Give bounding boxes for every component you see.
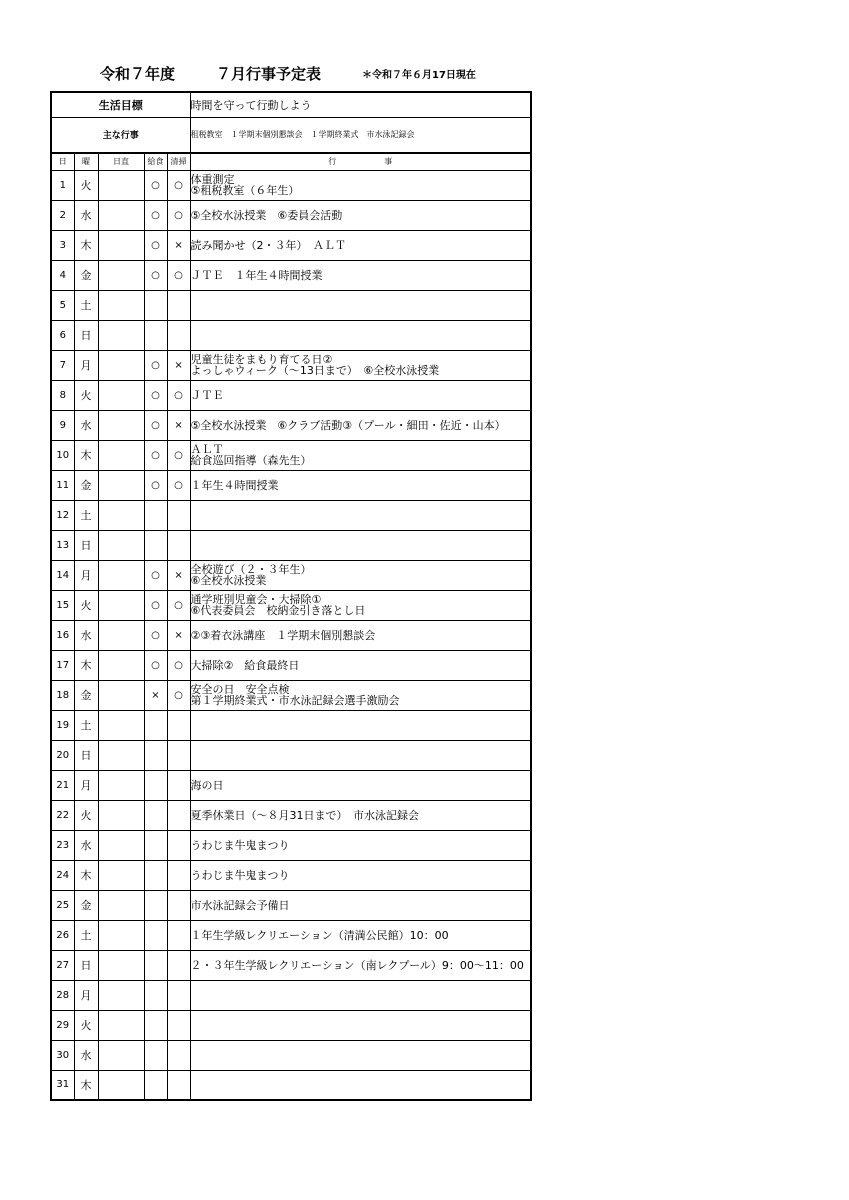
weekday-cell: 土 (74, 920, 98, 950)
duty-cell (98, 380, 144, 410)
table-row (51, 1070, 531, 1100)
lunch-cell: ○ (144, 350, 167, 380)
duty-cell (98, 950, 144, 980)
day-cell: 6 (51, 320, 74, 350)
day-cell: 23 (51, 830, 74, 860)
lunch-cell (144, 950, 167, 980)
cleaning-cell (167, 1070, 190, 1100)
as-of-date: ＊令和７年６月17日現在 (362, 70, 476, 81)
lunch-cell (144, 290, 167, 320)
lunch-cell: ○ (144, 230, 167, 260)
lunch-cell: ○ (144, 200, 167, 230)
duty-cell (98, 740, 144, 770)
column-cleaning: 清掃 (167, 153, 190, 170)
day-cell: 17 (51, 650, 74, 680)
goal-text: 時間を守って行動しよう (190, 92, 531, 117)
events-cell: ②③着衣泳講座 １学期末個別懇談会 (190, 620, 531, 650)
duty-cell (98, 620, 144, 650)
table-row (51, 680, 531, 710)
duty-cell (98, 440, 144, 470)
duty-cell (98, 1010, 144, 1040)
table-row (51, 650, 531, 680)
weekday-cell: 土 (74, 290, 98, 320)
weekday-cell: 火 (74, 170, 98, 200)
cleaning-cell (167, 920, 190, 950)
column-weekday: 曜 (74, 153, 98, 170)
column-lunch: 給食 (144, 153, 167, 170)
table-row (51, 170, 531, 200)
cleaning-cell (167, 500, 190, 530)
table-row (51, 950, 531, 980)
events-cell: 通学班別児童会・大掃除① ⑥代表委員会 校納金引き落とし日 (190, 590, 531, 620)
weekday-cell: 金 (74, 470, 98, 500)
duty-cell (98, 500, 144, 530)
weekday-cell: 木 (74, 440, 98, 470)
table-row (51, 620, 531, 650)
lunch-cell (144, 1040, 167, 1070)
duty-cell (98, 1070, 144, 1100)
table-row (51, 320, 531, 350)
weekday-cell: 木 (74, 860, 98, 890)
cleaning-cell (167, 980, 190, 1010)
events-cell: ＪＴＥ １年生４時間授業 (190, 260, 531, 290)
day-cell: 14 (51, 560, 74, 590)
table-row (51, 1040, 531, 1070)
weekday-cell: 火 (74, 1010, 98, 1040)
events-cell (190, 290, 531, 320)
lunch-cell (144, 800, 167, 830)
duty-cell (98, 1040, 144, 1070)
table-row (51, 830, 531, 860)
events-cell: 児童生徒をまもり育てる日② よっしゃウィーク（～13日まで） ⑥全校水泳授業 (190, 350, 531, 380)
events-cell (190, 500, 531, 530)
weekday-cell: 水 (74, 200, 98, 230)
cleaning-cell (167, 710, 190, 740)
events-cell (190, 980, 531, 1010)
schedule-year-title: 令和７年度 (100, 65, 176, 83)
duty-cell (98, 470, 144, 500)
weekday-cell: 金 (74, 680, 98, 710)
lunch-cell (144, 500, 167, 530)
duty-cell (98, 920, 144, 950)
events-cell: ２・３年生学級レクリエーション（南レクプール）9：00～11：00 (190, 950, 531, 980)
day-cell: 27 (51, 950, 74, 980)
day-cell: 21 (51, 770, 74, 800)
day-cell: 18 (51, 680, 74, 710)
table-row (51, 470, 531, 500)
cleaning-cell (167, 800, 190, 830)
table-row (51, 710, 531, 740)
duty-cell (98, 350, 144, 380)
table-row (51, 590, 531, 620)
cleaning-cell (167, 890, 190, 920)
events-cell: ⑤全校水泳授業 ⑥クラブ活動③（プール・細田・佐近・山本） (190, 410, 531, 440)
cleaning-cell: × (167, 620, 190, 650)
lunch-cell (144, 740, 167, 770)
lunch-cell (144, 920, 167, 950)
weekday-cell: 土 (74, 500, 98, 530)
cleaning-cell: ○ (167, 380, 190, 410)
cleaning-cell (167, 530, 190, 560)
lunch-cell (144, 530, 167, 560)
weekday-cell: 土 (74, 710, 98, 740)
day-cell: 1 (51, 170, 74, 200)
weekday-cell: 日 (74, 530, 98, 560)
lunch-cell: ○ (144, 380, 167, 410)
weekday-cell: 日 (74, 950, 98, 980)
table-row (51, 860, 531, 890)
day-cell: 29 (51, 1010, 74, 1040)
weekday-cell: 月 (74, 770, 98, 800)
table-row (51, 380, 531, 410)
weekday-cell: 金 (74, 260, 98, 290)
table-row (51, 200, 531, 230)
lunch-cell (144, 860, 167, 890)
goal-row (51, 92, 531, 117)
duty-cell (98, 860, 144, 890)
events-cell (190, 530, 531, 560)
events-cell: 安全の日 安全点検 第１学期終業式・市水泳記録会選手激励会 (190, 680, 531, 710)
lunch-cell (144, 1010, 167, 1040)
lunch-cell (144, 320, 167, 350)
cleaning-cell: ○ (167, 650, 190, 680)
lunch-cell (144, 1070, 167, 1100)
table-row (51, 920, 531, 950)
lunch-cell (144, 830, 167, 860)
day-cell: 20 (51, 740, 74, 770)
cleaning-cell (167, 740, 190, 770)
weekday-cell: 日 (74, 320, 98, 350)
events-cell: 大掃除② 給食最終日 (190, 650, 531, 680)
events-cell (190, 1040, 531, 1070)
weekday-cell: 日 (74, 740, 98, 770)
cleaning-cell (167, 950, 190, 980)
table-row (51, 770, 531, 800)
weekday-cell: 水 (74, 830, 98, 860)
day-cell: 9 (51, 410, 74, 440)
duty-cell (98, 980, 144, 1010)
column-header-row (51, 153, 531, 170)
events-cell: うわじま牛鬼まつり (190, 860, 531, 890)
column-day: 日 (51, 153, 74, 170)
cleaning-cell: ○ (167, 440, 190, 470)
events-cell: ⑤全校水泳授業 ⑥委員会活動 (190, 200, 531, 230)
events-cell: 読み聞かせ（2・３年） ＡＬＴ (190, 230, 531, 260)
table-row (51, 890, 531, 920)
events-cell: １年生４時間授業 (190, 470, 531, 500)
weekday-cell: 火 (74, 800, 98, 830)
lunch-cell: ○ (144, 260, 167, 290)
duty-cell (98, 770, 144, 800)
cleaning-cell: ○ (167, 260, 190, 290)
day-cell: 15 (51, 590, 74, 620)
day-cell: 7 (51, 350, 74, 380)
day-cell: 3 (51, 230, 74, 260)
column-duty: 日直 (98, 153, 144, 170)
duty-cell (98, 590, 144, 620)
day-cell: 22 (51, 800, 74, 830)
table-row (51, 350, 531, 380)
table-row (51, 1010, 531, 1040)
table-row (51, 410, 531, 440)
duty-cell (98, 680, 144, 710)
events-cell: 夏季休業日（～８月31日まで） 市水泳記録会 (190, 800, 531, 830)
lunch-cell: ○ (144, 170, 167, 200)
duty-cell (98, 710, 144, 740)
weekday-cell: 月 (74, 350, 98, 380)
duty-cell (98, 890, 144, 920)
lunch-cell: ○ (144, 440, 167, 470)
schedule-month-title: ７月行事予定表 (216, 65, 322, 83)
table-row (51, 290, 531, 320)
cleaning-cell: ○ (167, 590, 190, 620)
weekday-cell: 水 (74, 620, 98, 650)
table-row (51, 500, 531, 530)
weekday-cell: 火 (74, 590, 98, 620)
lunch-cell: ○ (144, 560, 167, 590)
cleaning-cell (167, 830, 190, 860)
day-cell: 10 (51, 440, 74, 470)
events-cell (190, 1070, 531, 1100)
day-cell: 8 (51, 380, 74, 410)
cleaning-cell (167, 770, 190, 800)
events-cell: １年生学級レクリエーション（清満公民館）10：00 (190, 920, 531, 950)
table-row (51, 800, 531, 830)
events-cell: 市水泳記録会予備日 (190, 890, 531, 920)
events-cell: うわじま牛鬼まつり (190, 830, 531, 860)
weekday-cell: 金 (74, 890, 98, 920)
day-cell: 19 (51, 710, 74, 740)
cleaning-cell: × (167, 230, 190, 260)
events-cell: ＪＴＥ (190, 380, 531, 410)
day-cell: 11 (51, 470, 74, 500)
duty-cell (98, 290, 144, 320)
duty-cell (98, 800, 144, 830)
cleaning-cell: × (167, 350, 190, 380)
duty-cell (98, 650, 144, 680)
day-cell: 31 (51, 1070, 74, 1100)
weekday-cell: 月 (74, 560, 98, 590)
lunch-cell: ○ (144, 650, 167, 680)
lunch-cell: ○ (144, 620, 167, 650)
day-cell: 26 (51, 920, 74, 950)
day-cell: 4 (51, 260, 74, 290)
lunch-cell: ○ (144, 410, 167, 440)
duty-cell (98, 200, 144, 230)
table-row (51, 560, 531, 590)
day-cell: 16 (51, 620, 74, 650)
lunch-cell (144, 890, 167, 920)
cleaning-cell (167, 320, 190, 350)
events-cell (190, 710, 531, 740)
duty-cell (98, 230, 144, 260)
events-cell: ＡＬＴ 給食巡回指導（森先生） (190, 440, 531, 470)
column-events: 行 事 (190, 153, 531, 170)
main-events-text: 租税教室 １学期末個別懇談会 １学期終業式 市水泳記録会 (190, 117, 531, 153)
weekday-cell: 火 (74, 380, 98, 410)
cleaning-cell (167, 290, 190, 320)
day-cell: 5 (51, 290, 74, 320)
goal-label: 生活目標 (51, 92, 190, 117)
table-row (51, 530, 531, 560)
cleaning-cell: ○ (167, 200, 190, 230)
day-cell: 13 (51, 530, 74, 560)
table-row (51, 980, 531, 1010)
duty-cell (98, 170, 144, 200)
duty-cell (98, 830, 144, 860)
cleaning-cell (167, 860, 190, 890)
lunch-cell (144, 710, 167, 740)
events-cell (190, 1010, 531, 1040)
cleaning-cell: ○ (167, 170, 190, 200)
duty-cell (98, 530, 144, 560)
lunch-cell (144, 770, 167, 800)
duty-cell (98, 260, 144, 290)
lunch-cell (144, 980, 167, 1010)
main-events-label: 主な行事 (51, 117, 190, 153)
day-cell: 30 (51, 1040, 74, 1070)
lunch-cell: ○ (144, 590, 167, 620)
events-cell (190, 320, 531, 350)
weekday-cell: 木 (74, 230, 98, 260)
cleaning-cell: × (167, 410, 190, 440)
events-cell: 全校遊び（２・３年生） ⑥全校水泳授業 (190, 560, 531, 590)
duty-cell (98, 410, 144, 440)
day-cell: 25 (51, 890, 74, 920)
cleaning-cell (167, 1010, 190, 1040)
table-row (51, 740, 531, 770)
duty-cell (98, 560, 144, 590)
day-cell: 28 (51, 980, 74, 1010)
weekday-cell: 水 (74, 1040, 98, 1070)
table-row (51, 260, 531, 290)
schedule-table (50, 91, 532, 1101)
events-cell (190, 740, 531, 770)
cleaning-cell: ○ (167, 680, 190, 710)
weekday-cell: 木 (74, 1070, 98, 1100)
day-cell: 12 (51, 500, 74, 530)
weekday-cell: 月 (74, 980, 98, 1010)
cleaning-cell (167, 1040, 190, 1070)
weekday-cell: 木 (74, 650, 98, 680)
lunch-cell: × (144, 680, 167, 710)
weekday-cell: 水 (74, 410, 98, 440)
events-cell: 体重測定 ⑤租税教室（６年生） (190, 170, 531, 200)
day-cell: 24 (51, 860, 74, 890)
table-row (51, 230, 531, 260)
duty-cell (98, 320, 144, 350)
cleaning-cell: × (167, 560, 190, 590)
cleaning-cell: ○ (167, 470, 190, 500)
table-row (51, 440, 531, 470)
events-cell: 海の日 (190, 770, 531, 800)
day-cell: 2 (51, 200, 74, 230)
lunch-cell: ○ (144, 470, 167, 500)
main-events-row (51, 117, 531, 153)
